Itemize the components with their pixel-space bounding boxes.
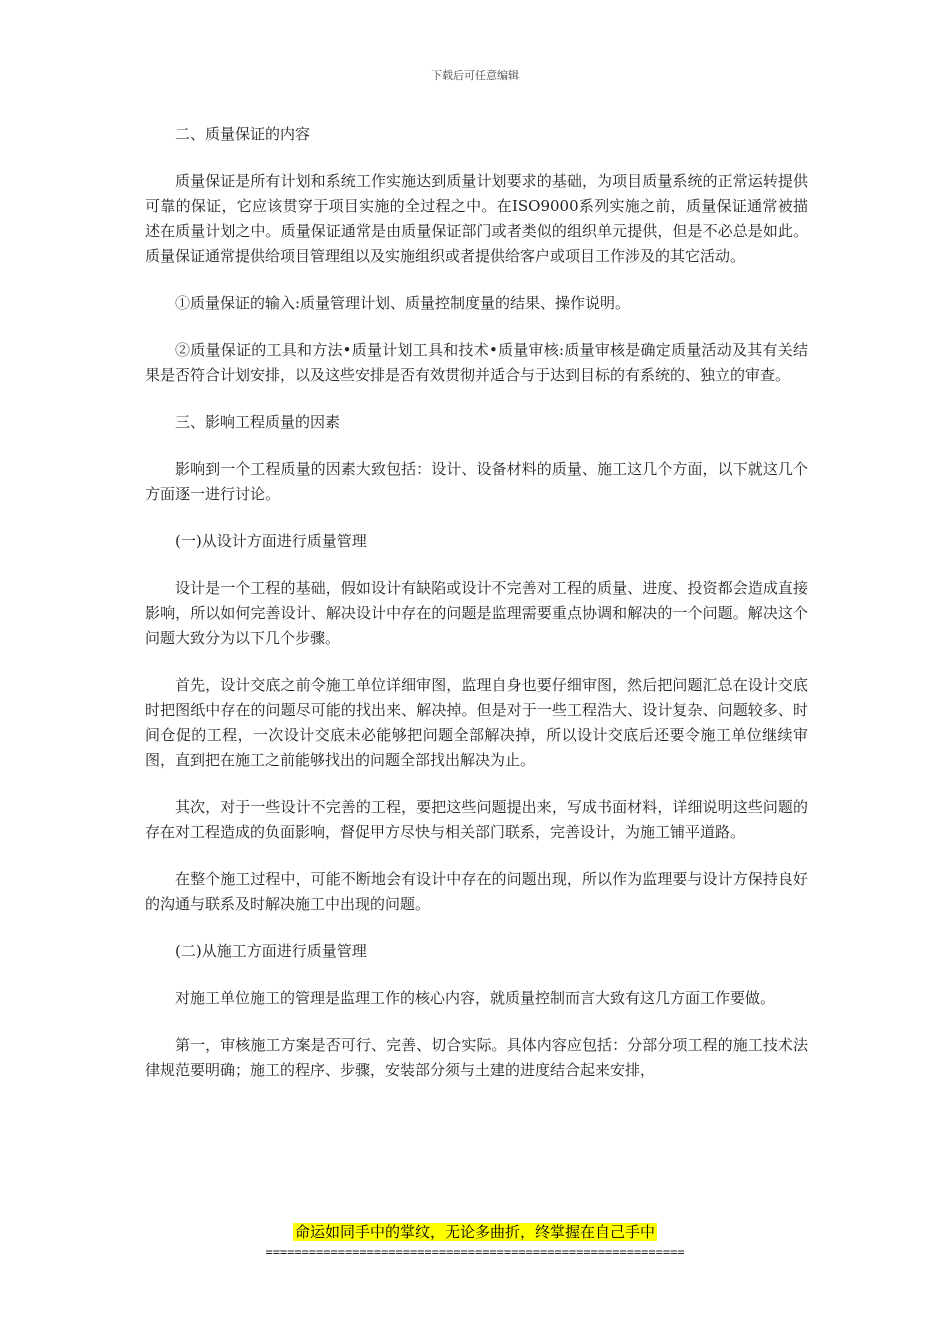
section-heading: 二、质量保证的内容 xyxy=(175,125,311,143)
paragraph: 影响到一个工程质量的因素大致包括：设计、设备材料的质量、施工这几个方面，以下就这几个方面逐一进行讨论。 xyxy=(145,460,808,503)
paragraph: 第一，审核施工方案是否可行、完善、切合实际。具体内容应包括：分部分项工程的施工技术法律规范要明确；施工的程序、步骤，安装部分须与土建的进度结合起来安排， xyxy=(145,1036,808,1079)
paragraph: 首先，设计交底之前令施工单位详细审图，监理自身也要仔细审图，然后把问题汇总在设计交底时把图纸中存在的问题尽可能的找出来、解决掉。但是对于一些工程浩大、设计复杂、问题较多、时间仓促的工程，一次设计交底未必能够把问题全部解决掉，所以设计交底后还要令施工单位继续审图，直到把在施工之前能够找出的问题全部找出解决为止。 xyxy=(145,676,808,769)
section-heading: 三、影响工程质量的因素 xyxy=(175,413,341,431)
paragraph: 其次，对于一些设计不完善的工程，要把这些问题提出来，写成书面材料，详细说明这些问题的存在对工程造成的负面影响，督促甲方尽快与相关部门联系，完善设计，为施工铺平道路。 xyxy=(145,798,808,841)
paragraph: 设计是一个工程的基础，假如设计有缺陷或设计不完善对工程的质量、进度、投资都会造成直接影响，所以如何完善设计、解决设计中存在的问题是监理需要重点协调和解决的一个问题。解决这个问题大致分为以下几个步骤。 xyxy=(145,579,808,647)
paragraph: 对施工单位施工的管理是监理工作的核心内容，就质量控制而言大致有这几方面工作要做。 xyxy=(175,989,776,1007)
paragraph: 在整个施工过程中，可能不断地会有设计中存在的问题出现，所以作为监理要与设计方保持良好的沟通与联系及时解决施工中出现的问题。 xyxy=(145,870,808,913)
paragraph: 质量保证是所有计划和系统工作实施达到质量计划要求的基础，为项目质量系统的正常运转提供可靠的保证，它应该贯穿于项目实施的全过程之中。在ISO9000系列实施之前，质量保证通常被描述在质量计划之中。质量保证通常是由质量保证部门或者类似的组织单元提供，但是不必总是如此。质量保证通常提供给项目管理组以及实施组织或者提供给客户或项目工作涉及的其它活动。 xyxy=(145,172,808,265)
footer-rule: ========================================================== xyxy=(265,1245,685,1259)
footer-banner xyxy=(0,1222,950,1242)
paragraph: ①质量保证的输入:质量管理计划、质量控制度量的结果、操作说明。 xyxy=(175,294,631,312)
document-body xyxy=(145,122,808,1105)
footer-banner-text: 命运如同手中的掌纹，无论多曲折，终掌握在自己手中 xyxy=(294,1223,655,1241)
subsection-heading: (一)从设计方面进行质量管理 xyxy=(175,532,367,550)
subsection-heading: (二)从施工方面进行质量管理 xyxy=(175,942,367,960)
paragraph: ②质量保证的工具和方法•质量计划工具和技术•质量审核:质量审核是确定质量活动及其有关结果是否符合计划安排，以及这些安排是否有效贯彻并适合与于达到目标的有系统的、独立的审查。 xyxy=(145,341,808,384)
page-header: 下载后可任意编辑 xyxy=(431,69,519,82)
